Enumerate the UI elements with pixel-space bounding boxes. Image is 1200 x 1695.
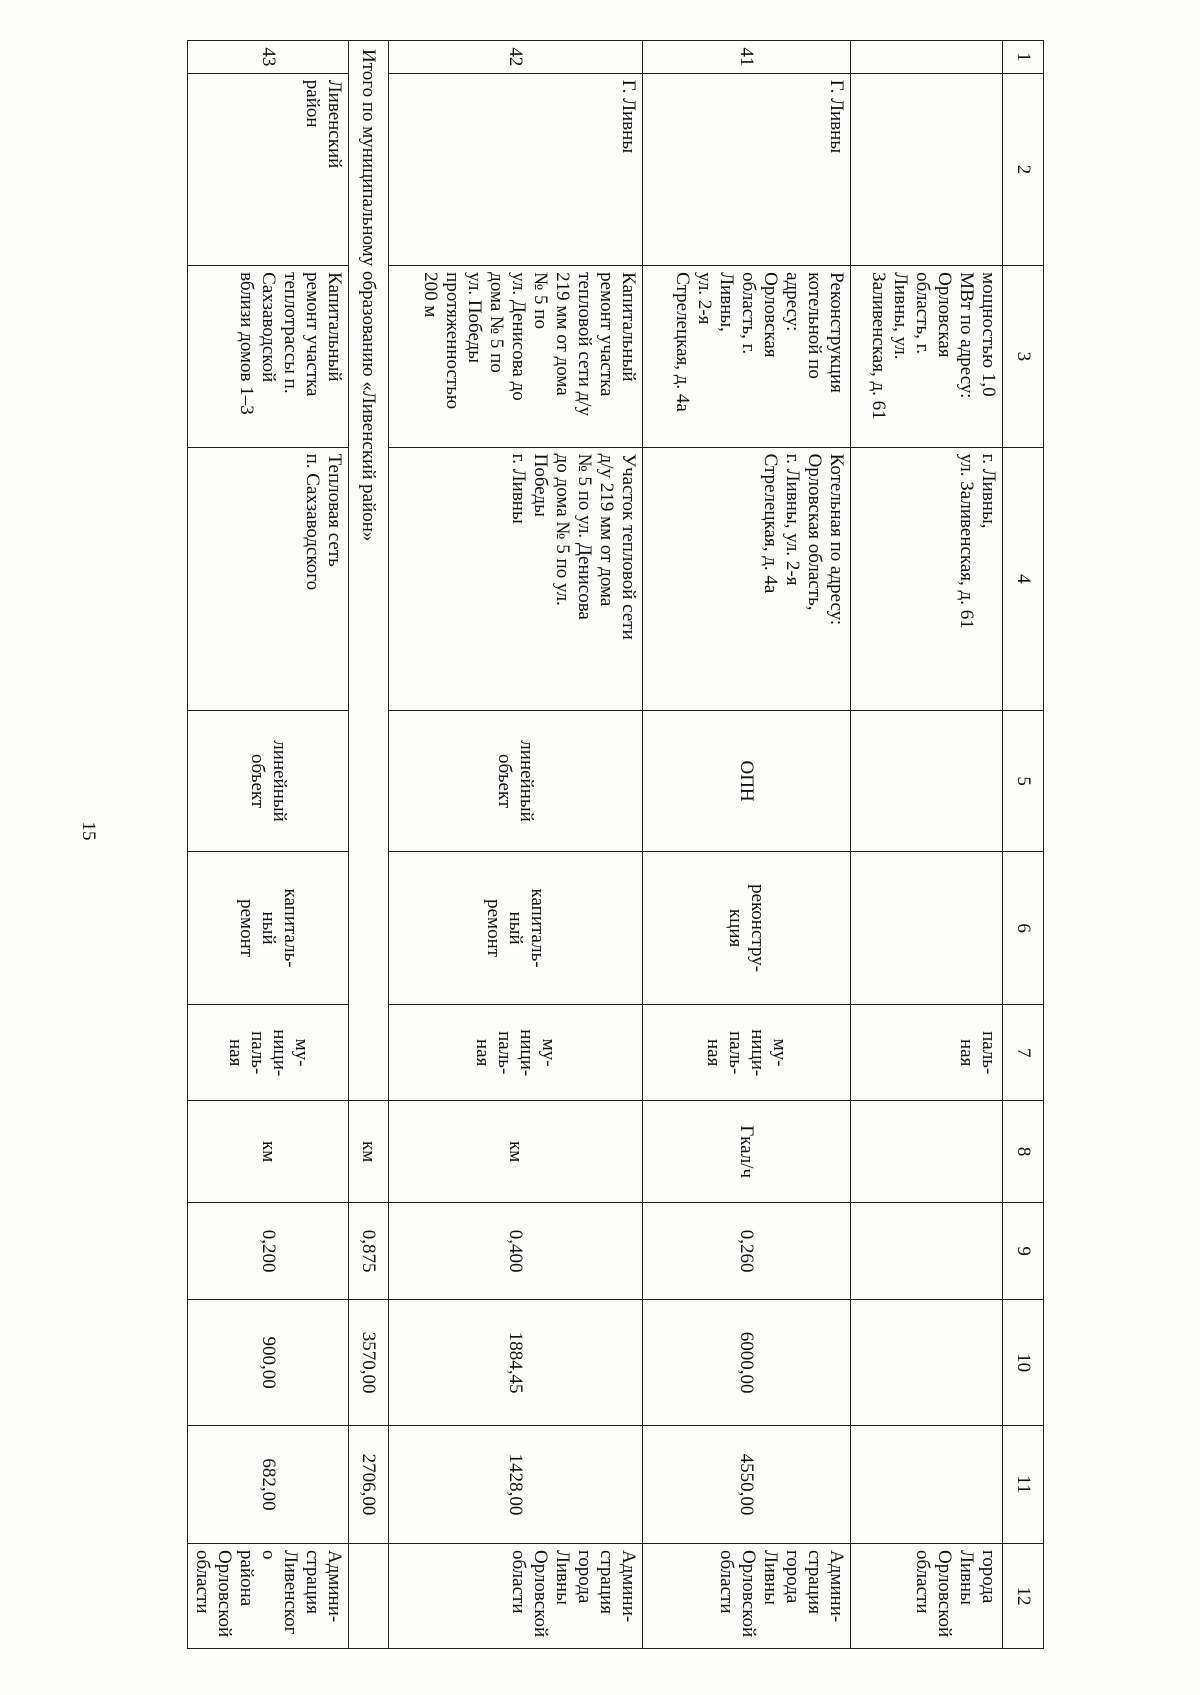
cell-ownership: паль- ная xyxy=(851,1005,1003,1101)
header-col-6: 6 xyxy=(1003,852,1044,1005)
cell-cost-total: 900,00 xyxy=(188,1300,349,1426)
cell-unit: км xyxy=(389,1101,643,1203)
table-row-41 xyxy=(643,41,851,1649)
cell-work-type xyxy=(851,852,1003,1005)
header-row xyxy=(1003,41,1044,1649)
cell-capacity xyxy=(851,1202,1003,1299)
header-col-12: 12 xyxy=(1003,1543,1044,1648)
header-col-11: 11 xyxy=(1003,1425,1044,1543)
cell-object-address: Котельная по адресу: Орловская область, г. Ливны, ул. 2-я Стрелецкая, д. 4а xyxy=(643,447,851,710)
table-row-continued xyxy=(851,41,1003,1649)
cell-unit xyxy=(851,1101,1003,1203)
page-number: 15 xyxy=(78,821,99,841)
cell-object-type: линейный объект xyxy=(188,711,349,852)
cell-object-type xyxy=(851,711,1003,852)
cell-cost-subsidy: 1428,00 xyxy=(389,1425,643,1543)
cell-number: 41 xyxy=(643,41,851,74)
cell-capacity: 0,200 xyxy=(188,1202,349,1299)
cell-work-type: реконстру- кция xyxy=(643,852,851,1005)
cell-cost-subsidy: 2706,00 xyxy=(349,1425,389,1543)
rotated-table-container xyxy=(130,40,1044,1649)
cell-municipality xyxy=(851,73,1003,265)
header-col-2: 2 xyxy=(1003,73,1044,265)
cell-municipality: Г. Ливны xyxy=(643,73,851,265)
table-row-total xyxy=(349,41,389,1649)
cell-unit: км xyxy=(349,1101,389,1203)
cell-unit: Гкал/ч xyxy=(643,1101,851,1203)
cell-cost-total: 3570,00 xyxy=(349,1300,389,1426)
cell-responsible: города Ливны Орловской области xyxy=(851,1543,1003,1648)
cell-work-type: капиталь- ный ремонт xyxy=(389,852,643,1005)
cell-project-name: Капитальный ремонт участка теплотрассы п. Сахзаводской вблизи домов 1–3 xyxy=(188,266,349,447)
cell-number xyxy=(851,41,1003,74)
cell-ownership: му- ници- паль- ная xyxy=(188,1005,349,1101)
header-col-5: 5 xyxy=(1003,711,1044,852)
cell-cost-total: 6000,00 xyxy=(643,1300,851,1426)
projects-table xyxy=(187,40,1044,1649)
header-col-1: 1 xyxy=(1003,41,1044,74)
cell-project-name: Реконструкция котельной по адресу: Орловская область, г. Ливны, ул. 2-я Стрелецкая, д. 4а xyxy=(643,266,851,447)
total-label: Итого по муниципальному образованию «Ливенский район» xyxy=(349,41,389,1101)
header-col-7: 7 xyxy=(1003,1005,1044,1101)
cell-capacity: 0,400 xyxy=(389,1202,643,1299)
cell-capacity: 0,875 xyxy=(349,1202,389,1299)
cell-object-type: ОПН xyxy=(643,711,851,852)
header-col-8: 8 xyxy=(1003,1101,1044,1203)
cell-capacity: 0,260 xyxy=(643,1202,851,1299)
cell-object-address: Тепловая сеть п. Сахзаводского xyxy=(188,447,349,710)
cell-object-type: линейный объект xyxy=(389,711,643,852)
cell-unit: км xyxy=(188,1101,349,1203)
cell-responsible: Админи- страция Ливенского района Орловской области xyxy=(188,1543,349,1648)
header-col-4: 4 xyxy=(1003,447,1044,710)
cell-cost-subsidy: 4550,00 xyxy=(643,1425,851,1543)
table-row-43 xyxy=(188,41,349,1649)
cell-cost-subsidy: 682,00 xyxy=(188,1425,349,1543)
cell-project-name: Капитальный ремонт участка тепловой сети д/у 219 мм от дома № 5 по ул. Денисова до дома № 5 по ул. Победы протяженностью 200 м xyxy=(389,266,643,447)
cell-responsible xyxy=(349,1543,389,1648)
header-col-10: 10 xyxy=(1003,1300,1044,1426)
header-col-9: 9 xyxy=(1003,1202,1044,1299)
cell-municipality: Г. Ливны xyxy=(389,73,643,265)
cell-cost-subsidy xyxy=(851,1425,1003,1543)
cell-cost-total xyxy=(851,1300,1003,1426)
cell-number: 42 xyxy=(389,41,643,74)
header-col-3: 3 xyxy=(1003,266,1044,447)
cell-work-type: капиталь- ный ремонт xyxy=(188,852,349,1005)
cell-ownership: му- ници- паль- ная xyxy=(643,1005,851,1101)
cell-responsible: Админи- страция города Ливны Орловской области xyxy=(643,1543,851,1648)
cell-responsible: Админи- страция города Ливны Орловской области xyxy=(389,1543,643,1648)
cell-cost-total: 1884,45 xyxy=(389,1300,643,1426)
cell-object-address: Участок тепловой сети д/у 219 мм от дома № 5 по ул. Денисова до дома № 5 по ул. Победы г. Ливны xyxy=(389,447,643,710)
cell-number: 43 xyxy=(188,41,349,74)
cell-project-name: мощностью 1,0 МВт по адресу: Орловская область, г. Ливны, ул. Заливенская, д. 61 xyxy=(851,266,1003,447)
cell-municipality: Ливенский район xyxy=(188,73,349,265)
cell-object-address: г. Ливны, ул. Заливенская, д. 61 xyxy=(851,447,1003,710)
table-row-42 xyxy=(389,41,643,1649)
cell-ownership: му- ници- паль- ная xyxy=(389,1005,643,1101)
